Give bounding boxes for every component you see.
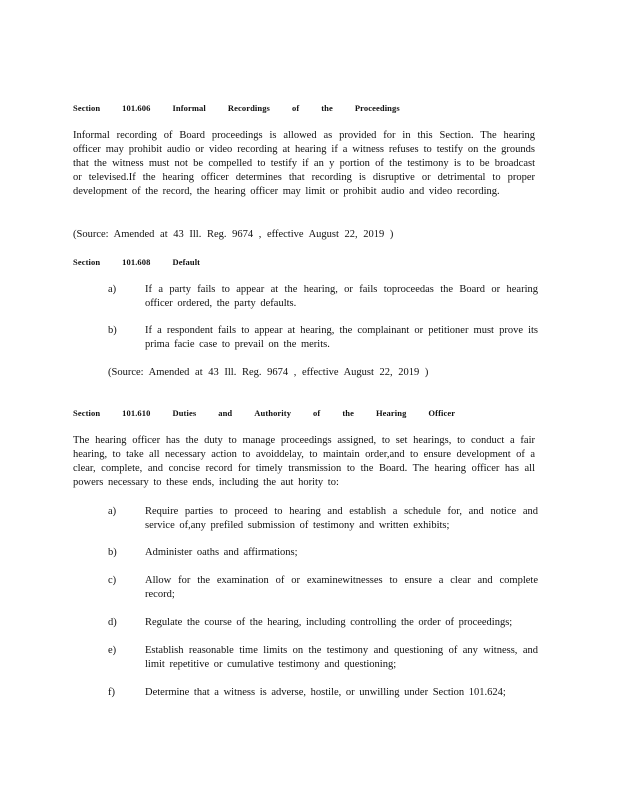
heading-word: Proceedings xyxy=(354,103,400,113)
section-heading-101-608 xyxy=(73,257,222,267)
list-item-text: Allow for the examination of or examinewitnesses to ensure a clear and complete record; xyxy=(145,575,538,600)
list-item-text: Require parties to proceed to hearing and establish a schedule for, and notice and service of,any prefiled submission of testimony and written exhibits; xyxy=(145,506,538,531)
section-101-606-source: (Source: Amended at 43 Ill. Reg. 9674 , effective August 22, 2019 ) xyxy=(73,229,394,240)
list-marker: b) xyxy=(108,547,117,558)
list-item-text: Regulate the course of the hearing, including controlling the order of proceedings; xyxy=(145,617,513,628)
heading-word: Section xyxy=(73,408,101,418)
heading-word: 101.606 xyxy=(122,103,151,113)
list-item-text: Determine that a witness is adverse, hostile, or unwilling under Section 101.624; xyxy=(145,687,506,698)
heading-word: 101.610 xyxy=(122,408,151,418)
heading-word: and xyxy=(218,408,233,418)
heading-word: Hearing xyxy=(375,408,407,418)
list-marker: b) xyxy=(108,325,117,336)
section-heading-101-610 xyxy=(73,408,477,418)
list-marker: f) xyxy=(108,687,115,698)
heading-word: Recordings xyxy=(227,103,270,113)
list-item-text: Administer oaths and affirmations; xyxy=(145,547,298,558)
heading-word: the xyxy=(342,408,354,418)
heading-word: of xyxy=(313,408,321,418)
list-marker: a) xyxy=(108,506,117,517)
list-marker: d) xyxy=(108,617,117,628)
section-101-608-source: (Source: Amended at 43 Ill. Reg. 9674 , effective August 22, 2019 ) xyxy=(108,367,429,378)
heading-word: Duties xyxy=(172,408,197,418)
list-item-text: If a respondent fails to appear at hearing, the complainant or petitioner must prove its prima facie case to prevail on the merits. xyxy=(145,325,538,350)
list-marker: a) xyxy=(108,284,117,295)
list-item-text: If a party fails to appear at the hearing, or fails toproceedas the Board or hearing officer ordered, the party defaults. xyxy=(145,284,538,309)
heading-word: Informal xyxy=(172,103,206,113)
list-marker: c) xyxy=(108,575,117,586)
section-101-606-body: Informal recording of Board proceedings is allowed as provided for in this Section. The hearing officer may prohibit audio or video recording at hearing if a witness refuses to testify on the grounds that the witness must not be compelled to testify if an y portion of the testimony is to be broadcast or televised.If the hearing officer determines that recording is disruptive or detrimental to proper development of the record, the hearing officer may limit or prohibit audio and video recording. xyxy=(73,130,535,197)
heading-word: Section xyxy=(73,103,101,113)
list-marker: e) xyxy=(108,645,117,656)
heading-word: Officer xyxy=(428,408,456,418)
heading-word: the xyxy=(321,103,333,113)
heading-word: 101.608 xyxy=(122,257,151,267)
section-heading-101-606 xyxy=(73,103,422,113)
list-item-text: Establish reasonable time limits on the testimony and questioning of any witness, and limit repetitive or cumulative testimony and questioning; xyxy=(145,645,538,670)
heading-word: Default xyxy=(172,257,201,267)
heading-word: Section xyxy=(73,257,101,267)
heading-word: of xyxy=(291,103,300,113)
heading-word: Authority xyxy=(254,408,292,418)
section-101-610-body: The hearing officer has the duty to manage proceedings assigned, to set hearings, to conduct a fair hearing, to take all necessary action to avoiddelay, to maintain order,and to ensure development of a clear, complete, and concise record for timely transmission to the Board. The hearing officer has all powers necessary to these ends, including the aut hority to: xyxy=(73,435,535,488)
